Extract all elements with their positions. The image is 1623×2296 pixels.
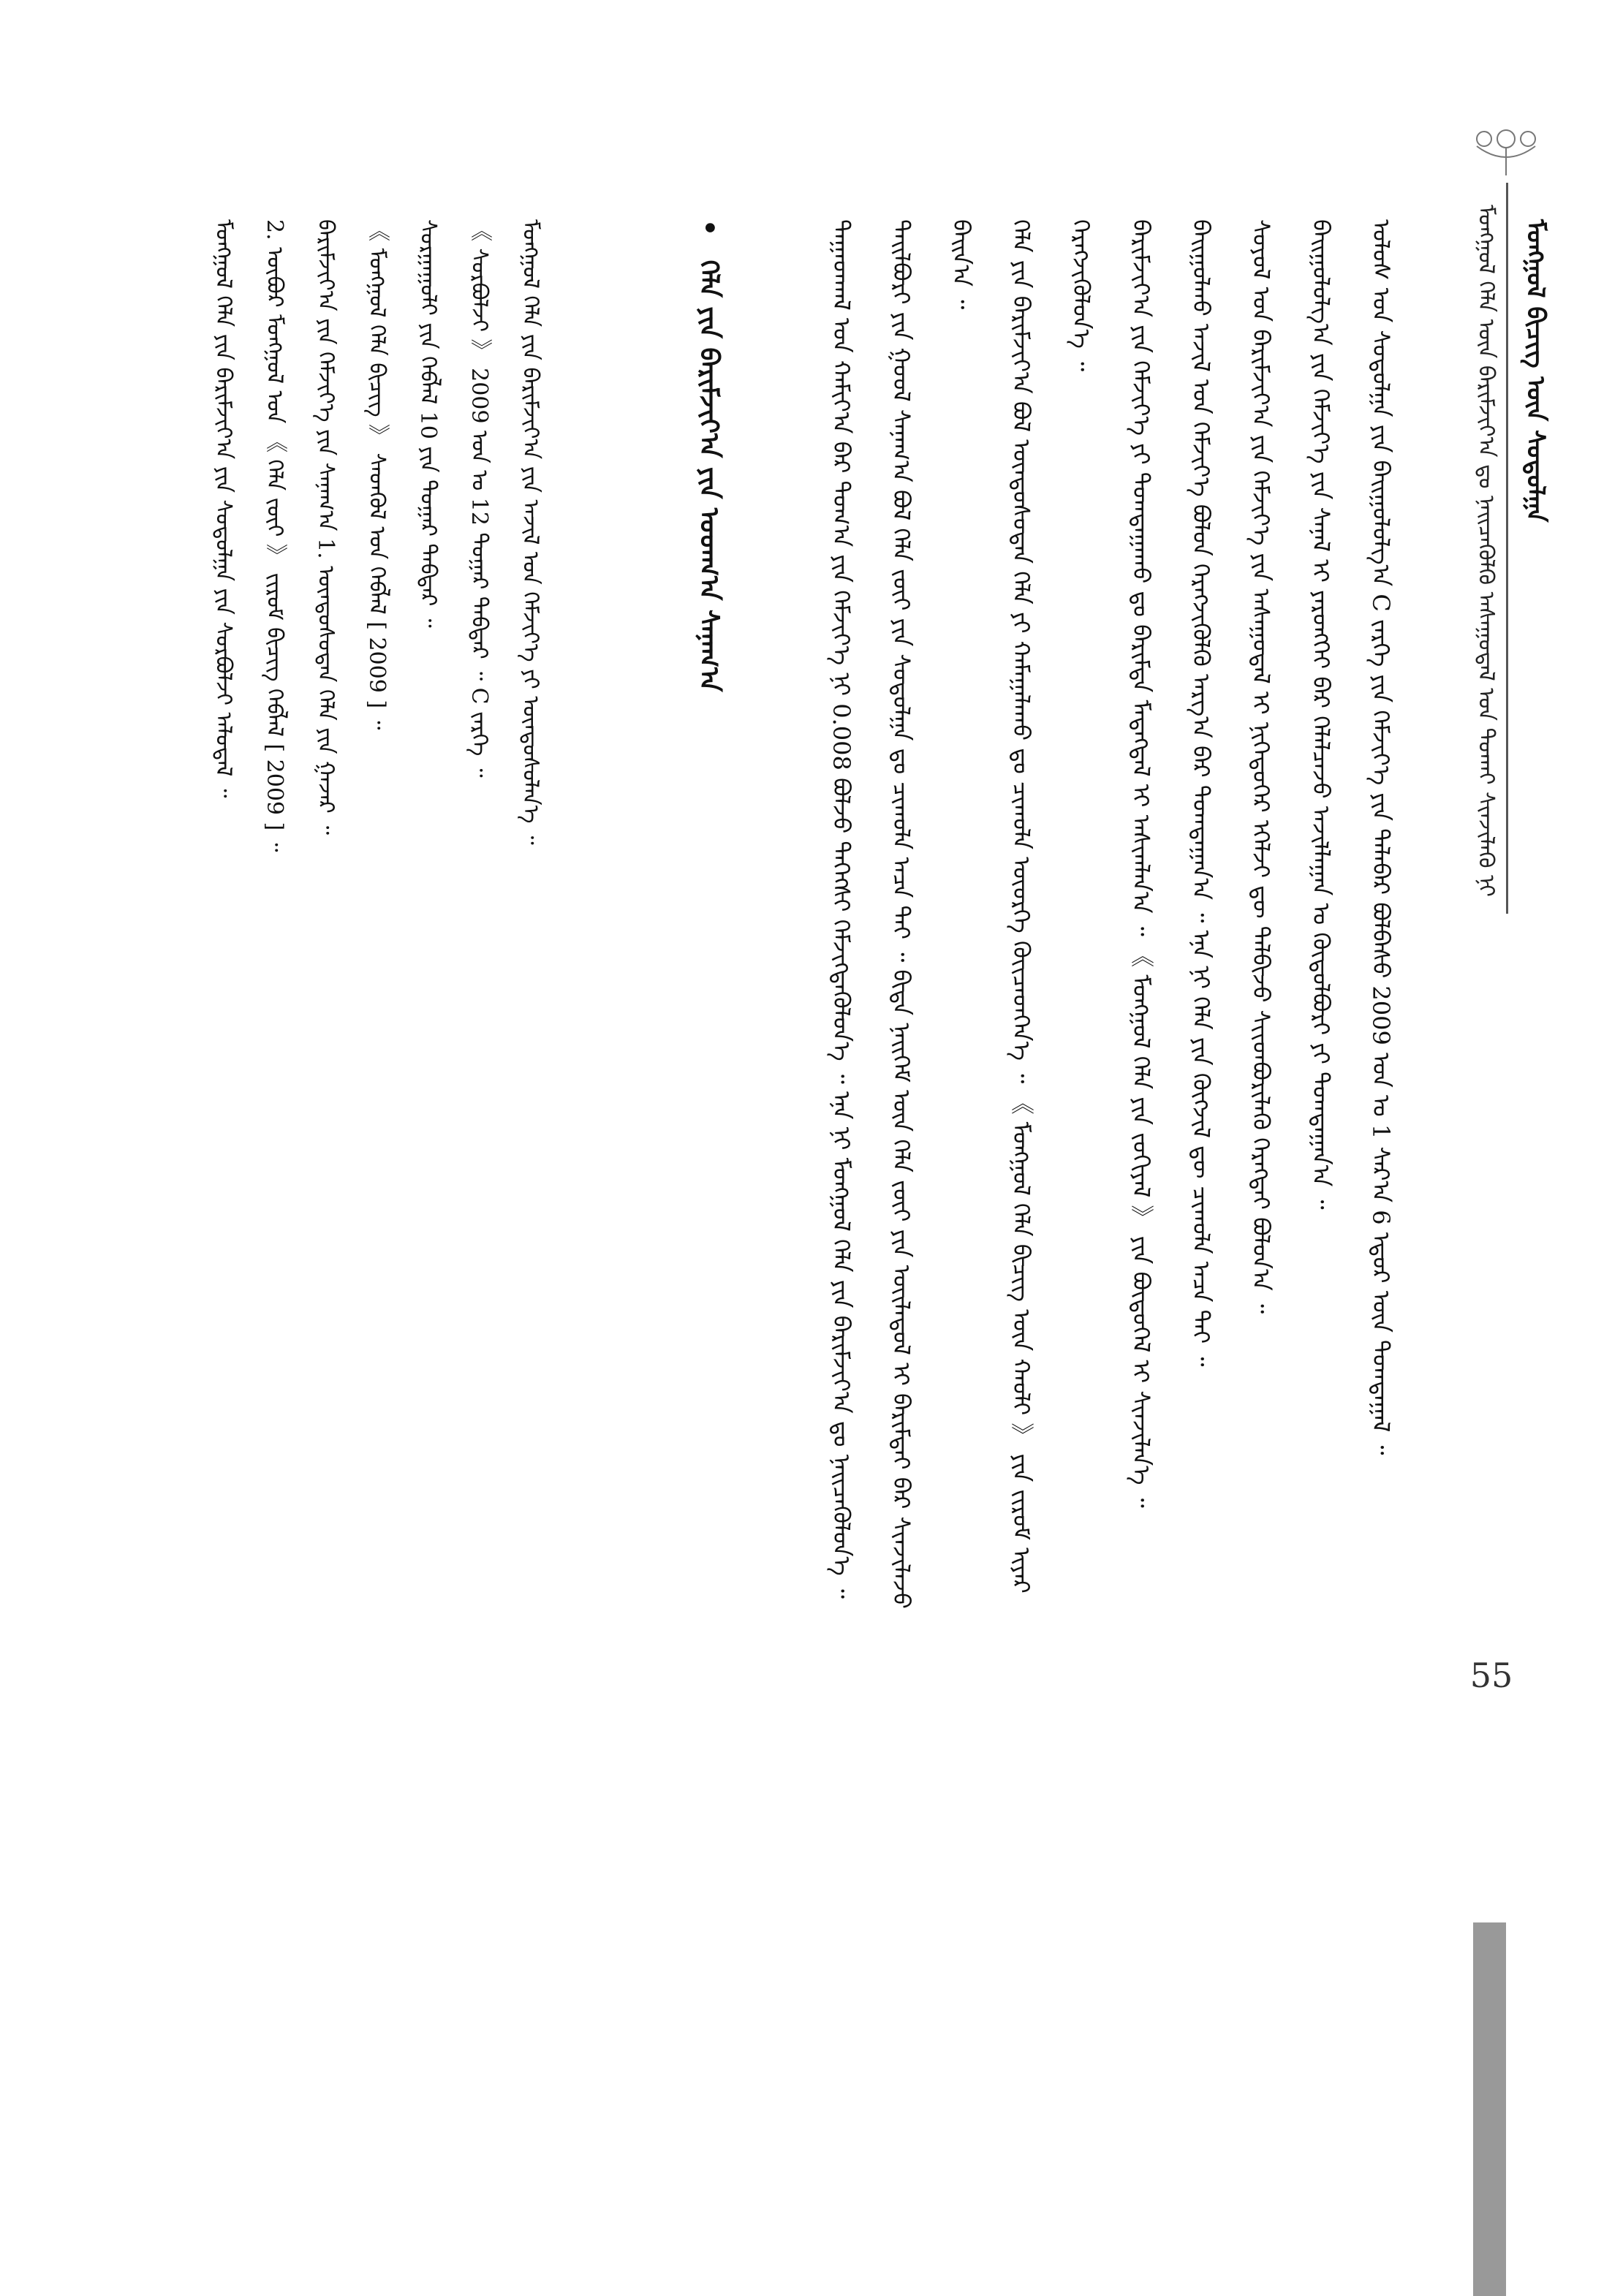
body-paragraph: ᠪᠠᠢᠭᠤᠯᠤᠯᠭ᠎ᠠ ᠶᠢᠨ ᠬᠡᠮᠵᠢᠶ᠎ᠡ ᠶᠢᠨ ᠰᠠᠨᠠᠯ ᠢ ᠶᠡᠷᠦᠩᠬᠡᠢ ᠪᠡᠷ ᠬᠡᠯᠡᠯᠴᠡᠵᠦ ᠠᠵᠢᠯᠯᠠᠭᠠᠨ ᠤ ᠬᠥᠲᠦᠯᠪᠦᠷᠢ ᠶᠢ ᠲᠣᠭᠲᠠᠭᠠᠨ᠎ᠠ ᠃ [1307, 219, 1335, 1210]
page-number: 55 [1469, 1656, 1513, 1695]
body-paragraph: ᠲᠠᠢᠯᠪᠤᠷᠢ ᠶᠢᠨ ᠭᠣᠣᠯ ᠰᠠᠨᠠᠭ᠎ᠠ ᠪᠣᠯ ᠬᠡᠯᠡ ᠵᠦᠢ ᠶᠢᠨ ᠰᠤᠳᠤᠯᠭᠠ ᠳᠤ ᠴᠢᠬᠤᠯᠠ ᠠᠴᠠ ᠲᠠᠢ ᠃ ᠪᠢᠳᠡ ᠨᠡᠢᠭᠡᠮ ᠦᠨ ᠬᠡᠯᠡ ᠵᠦᠢ ᠶᠢᠨ ᠦᠢᠯᠡᠳᠦᠯ ᠢ ᠪᠠᠷᠢᠮᠲᠠᠢ ᠪᠡᠷ ᠰᠢᠨᠵᠢᠯᠡᠵᠦ ᠪᠠᠢᠨ᠎ᠠ ᠃ [888, 219, 975, 1609]
reference-line: 《 ᠮᠣᠩᠭᠣᠯ ᠬᠡᠯᠡ ᠪᠢᠴᠢᠭ 》 ᠰᠡᠳᠭᠦᠯ ᠤᠨ ᠬᠡᠪᠯᠡᠯ [ 2009 ] ᠃ [364, 219, 390, 730]
reference-line: 2. ᠦᠪᠦᠷ ᠮᠣᠩᠭᠣᠯ ᠤᠨ 《 ᠬᠡᠯᠡ ᠵᠦᠢ 》 ᠵᠢᠷᠤᠮ ᠪᠢᠴᠢᠭ ᠬᠡᠪᠯᠡᠯ [ 2009 ] ᠃ [262, 219, 287, 852]
running-title: ᠮᠣᠩᠭᠣᠯ ᠪᠢᠴᠢᠭ ᠦᠨ ᠰᠤᠳᠤᠯᠭᠠ [1521, 219, 1550, 523]
body-paragraph: ᠪᠠᠢᠭᠤᠯᠬᠤ ᠠᠵᠢᠯ ᠤᠨ ᠬᠡᠮᠵᠢᠶ᠎ᠡ ᠪᠣᠯᠤᠨ ᠬᠡᠷᠡᠭᠵᠢᠭᠦᠯᠬᠦ ᠠᠷᠭ᠎ᠠ ᠪᠠᠷ ᠲᠣᠭᠲᠠᠭᠠᠨ᠎ᠠ ᠃ ᠡᠨᠡ ᠨᠢ ᠬᠡᠯᠡ ᠶᠢᠨ ᠬᠥᠭᠵᠢᠯ ᠳᠦ ᠴᠢᠬᠤᠯᠠ ᠠᠴᠠ ᠲᠠᠢ ᠃ [1187, 219, 1215, 1367]
body-text-upper [812, 219, 1440, 1645]
section-heading-text: ᠬᠡᠯᠡ ᠶᠢᠨ ᠪᠠᠷᠢᠮᠵᠢᠶ᠎ᠠ ᠶᠢᠨ ᠤᠳᠬ᠎ᠠ ᠰᠠᠨᠠᠭ᠎ᠠ [694, 259, 725, 692]
body-paragraph: ᠳᠠᠭᠠᠳᠬᠠᠯ ᠤᠨ ᠬᠠᠮᠢᠶ᠎ᠠ ᠪᠡᠷ ᠲᠣᠭ᠎ᠠ ᠶᠢᠨ ᠬᠡᠮᠵᠢᠶ᠎ᠡ ᠨᠢ 0.008 ᠪᠣᠯᠵᠤ ᠳᠡᠭᠡᠭᠰᠢ ᠬᠡᠮᠵᠢᠭᠳᠡᠭᠦᠯᠦᠨ᠎ᠡ ᠃ ᠡᠨᠡ ᠨᠢ ᠮᠣᠩᠭᠣᠯ ᠬᠡᠯᠡ ᠶᠢᠨ ᠪᠠᠷᠢᠮᠵᠢᠶ᠎ᠠ ᠳᠤ ᠨᠡᠢᠴᠡᠭᠦᠯᠦᠨ᠎ᠡ ᠃ [828, 219, 855, 1599]
reference-line: 《 ᠰᠤᠷᠪᠤᠯᠵᠢ 》 2009 ᠣᠨ ᠤ 12 ᠳᠤᠭᠠᠷ ᠳᠡᠪᠲᠡᠷ ᠃ C ᠵᠡᠷᠭᠡ ᠃ [466, 219, 492, 778]
running-head: ᠮᠣᠩᠭᠣᠯ ᠬᠡᠯᠡ ᠦᠨ ᠪᠠᠷᠢᠮᠵᠢᠶ᠎ᠠ ᠳᠤ ᠨᠡᠢᠴᠡᠭᠦᠯᠬᠦ ᠠᠰᠠᠭᠤᠳᠠᠯ ᠤᠨ ᠲᠤᠬᠠᠢ ᠰᠢᠨᠵᠢᠯᠡᠬᠦ ᠨᠢ [1473, 205, 1499, 897]
ornament-icon [1462, 124, 1550, 175]
header-rule [1506, 183, 1508, 914]
reference-line: ᠰᠤᠷᠭᠠᠭᠤᠯᠢ ᠶᠢᠨ ᠬᠡᠪᠯᠡᠯ 10 ᠶᠢᠨ ᠳᠤᠭᠠᠷ ᠳᠡᠪᠲᠡᠷ ᠃ [415, 219, 441, 628]
body-paragraph: ᠬᠡᠯᠡ ᠶᠢᠨ ᠪᠠᠷᠢᠮᠵᠢᠶ᠎ᠠ ᠪᠣᠯ ᠦᠨᠳᠦᠰᠦᠲᠡᠨ ᠬᠡᠯᠡ ᠶᠢ ᠬᠠᠮᠠᠭᠠᠯᠠᠬᠤ ᠳᠤ ᠴᠢᠬᠤᠯᠠ ᠦᠦᠷᠭᠡ ᠭᠦᠢᠴᠡᠳᠭᠡᠨ᠎ᠡ ᠃ 《 ᠮᠣᠩᠭᠣᠯ ᠬᠡᠯᠡ ᠪᠢᠴᠢᠭ ᠦᠨ ᠬᠠᠤᠯᠢ 》 ᠶᠢᠨ ᠵᠢᠷᠤᠮ ᠢᠶᠠᠷ ᠬᠡᠷᠡᠭᠵᠢᠭᠦᠯᠦᠨ᠎ᠡ ᠃ [1007, 219, 1095, 1594]
references-block [197, 219, 629, 1645]
body-paragraph: ᠰᠣᠶᠣᠯ ᠤᠨ ᠪᠠᠷᠢᠮᠵᠢᠶ᠎ᠠ ᠶᠢᠨ ᠬᠡᠮᠵᠢᠶ᠎ᠡ ᠶᠢᠨ ᠠᠰᠠᠭᠤᠳᠠᠯ ᠢ ᠨᠢᠭᠡᠳᠦᠭᠡᠷ ᠡᠭᠡᠯᠵᠢ ᠳᠦ ᠲᠠᠯᠪᠢᠵᠤ ᠰᠢᠢᠳᠪᠦᠷᠢᠯᠡᠬᠦ ᠬᠡᠷᠡᠭᠲᠡᠢ ᠪᠣᠯᠤᠨ᠎ᠠ ᠃ [1247, 219, 1275, 1314]
section-heading [684, 219, 735, 1425]
body-paragraph: ᠪᠠᠷᠢᠮᠵᠢᠶ᠎ᠠ ᠶᠢᠨ ᠬᠡᠮᠵᠢᠶ᠎ᠡ ᠶᠢ ᠲᠣᠭᠲᠠᠭᠠᠬᠤ ᠳᠤ ᠪᠠᠷᠢᠮᠲᠠ ᠮᠡᠳᠡᠭᠳᠡᠯ ᠢ ᠠᠰᠢᠭᠯᠠᠨ᠎ᠠ ᠃ 《 ᠮᠣᠩᠭᠣᠯ ᠬᠡᠯᠡ ᠶᠢᠨ ᠵᠣᠬᠢᠶᠠᠯ 》 ᠶᠢᠨ ᠪᠦᠲᠦᠭᠡᠯ ᠢ ᠰᠢᠨᠵᠢᠯᠡᠨ᠎ᠡ ᠃ [1127, 219, 1155, 1508]
side-tab-bar [1473, 1922, 1506, 2296]
reference-line: ᠮᠣᠩᠭᠣᠯ ᠬᠡᠯᠡ ᠶᠢᠨ ᠪᠠᠷᠢᠮᠵᠢᠶ᠎ᠠ ᠶᠢᠨ ᠰᠤᠳᠤᠯᠭᠠ ᠶᠢᠨ ᠰᠤᠷᠪᠤᠯᠵᠢ ᠠᠯᠤᠳᠠᠯ ᠃ [211, 219, 236, 798]
bullet-icon: • [694, 219, 725, 237]
reference-line: ᠪᠠᠷᠢᠮᠵᠢᠶ᠎ᠠ ᠶᠢᠨ ᠬᠡᠮᠵᠢᠶ᠎ᠡ ᠶᠢᠨ ᠰᠠᠨᠠᠭ᠎ᠠ 1. ᠦᠨᠳᠦᠰᠦᠲᠡᠨ ᠬᠡᠯᠡ ᠶᠢᠨ ᠭᠠᠵᠠᠷ ᠃ [313, 219, 338, 836]
body-paragraph: ᠤᠯᠤᠰ ᠤᠨ ᠰᠤᠳᠤᠯᠭᠠ ᠶᠢᠨ ᠪᠠᠢᠭᠤᠯᠤᠯᠭ᠎ᠠ C ᠵᠡᠷᠭᠡ ᠶᠢᠨ ᠬᠡᠮᠵᠢᠶ᠎ᠡ ᠶᠢᠨ ᠲᠠᠯᠠᠪᠠᠷ ᠪᠣᠯᠪᠠᠰᠤ 2009 ᠣᠨ ᠤ 1 ᠰᠠᠷ᠎ᠠ 6 ᠡᠳᠦᠷ ᠦᠨ ᠲᠣᠭᠲᠠᠭᠠᠯ ᠃ [1367, 219, 1395, 1455]
reference-line: ᠮᠣᠩᠭᠣᠯ ᠬᠡᠯᠡ ᠶᠢᠨ ᠪᠠᠷᠢᠮᠵᠢᠶ᠎ᠠ ᠶᠢᠨ ᠠᠵᠢᠯ ᠤᠨ ᠬᠡᠮᠵᠢᠶ᠎ᠡ ᠶᠢ ᠦᠨᠳᠦᠰᠦᠯᠡᠨ᠎ᠡ ᠃ [518, 219, 543, 845]
